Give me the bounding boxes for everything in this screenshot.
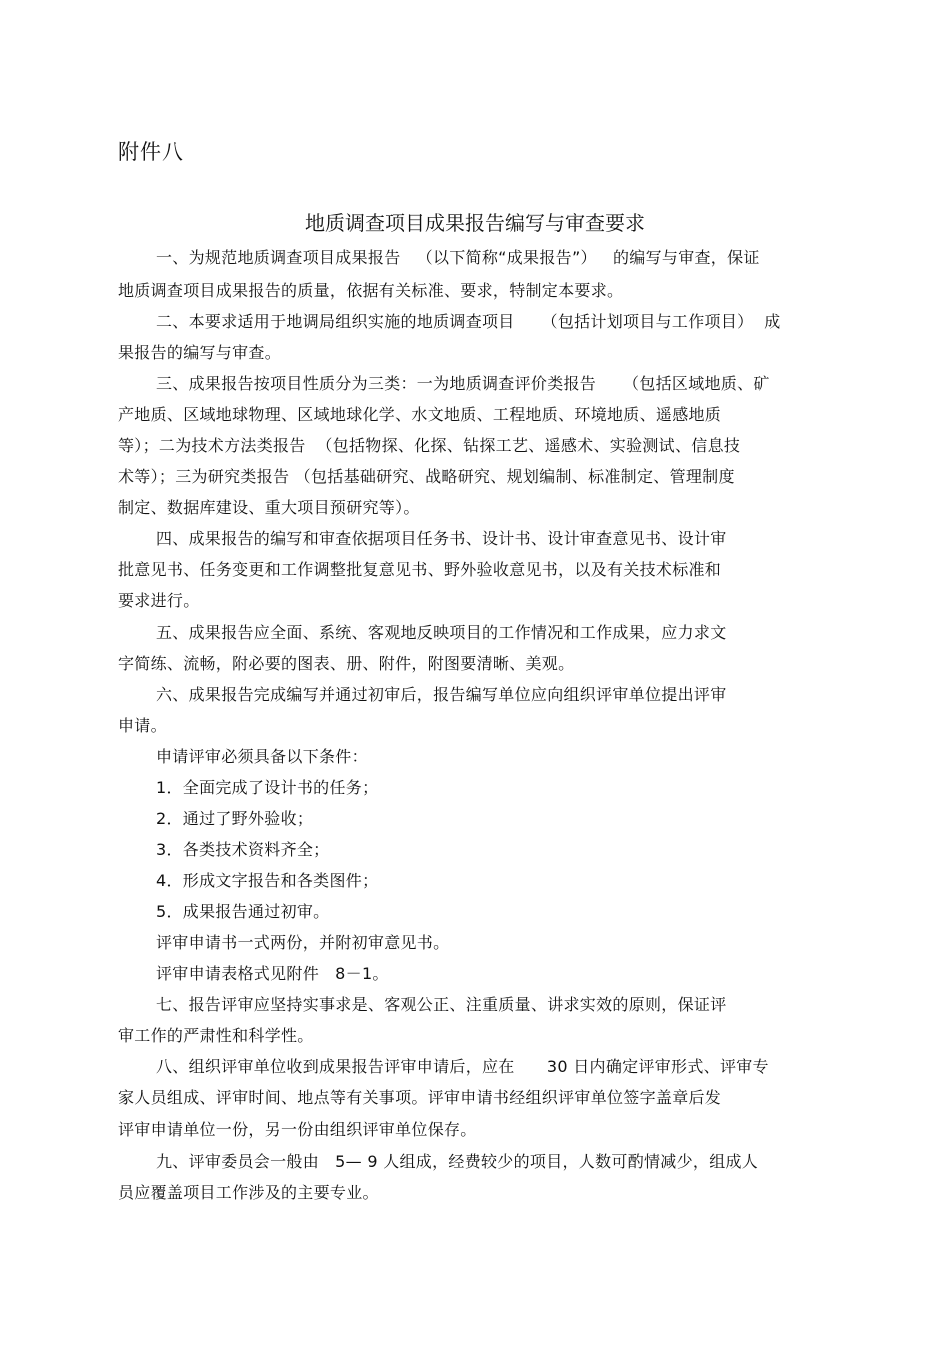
list-item: 4．形成文字报告和各类图件；	[156, 871, 379, 890]
paragraph-line: 员应覆盖项目工作涉及的主要专业。	[118, 1183, 379, 1202]
paragraph-line: 五、成果报告应全面、系统、客观地反映项目的工作情况和工作成果，应力求文	[156, 623, 727, 642]
paragraph-line: 制定、数据库建设、重大项目预研究等）。	[118, 498, 420, 517]
list-item: 3．各类技术资料齐全；	[156, 840, 330, 859]
paragraph-line: 地质调查项目成果报告的质量，依据有关标准、要求，特制定本要求。	[118, 281, 624, 300]
paragraph-line: 三、成果报告按项目性质分为三类：一为地质调查评价类报告 （包括区域地质、矿	[156, 374, 770, 393]
document-title: 地质调查项目成果报告编写与审查要求	[305, 211, 645, 235]
paragraph-line: 八、组织评审单位收到成果报告评审申请后，应在 30 日内确定评审形式、评审专	[156, 1057, 769, 1076]
list-item: 5．成果报告通过初审。	[156, 902, 330, 921]
paragraph-line: 九、评审委员会一般由 5— 9 人组成，经费较少的项目，人数可酌情减少，组成人	[156, 1152, 759, 1171]
paragraph-line: 七、报告评审应坚持实事求是、客观公正、注重质量、讲求实效的原则，保证评	[156, 995, 727, 1014]
paragraph-line: 家人员组成、评审时间、地点等有关事项。评审申请书经组织评审单位签字盖章后发	[118, 1088, 722, 1107]
paragraph-line: 字简练、流畅，附必要的图表、册、附件，附图要清晰、美观。	[118, 654, 575, 673]
annex-label: 附件八	[118, 140, 184, 164]
paragraph-line: 二、本要求适用于地调局组织实施的地质调查项目 （包括计划项目与工作项目） 成	[156, 312, 781, 331]
paragraph-line: 申请。	[118, 716, 167, 735]
paragraph-line: 六、成果报告完成编写并通过初审后，报告编写单位应向组织评审单位提出评审	[156, 685, 727, 704]
paragraph-line: 术等）；三为研究类报告 （包括基础研究、战略研究、规划编制、标准制定、管理制度	[118, 467, 735, 486]
paragraph-line: 要求进行。	[118, 591, 200, 610]
paragraph-line: 评审申请表格式见附件 8－1。	[156, 964, 389, 983]
paragraph-line: 四、成果报告的编写和审查依据项目任务书、设计书、设计审查意见书、设计审	[156, 529, 727, 548]
paragraph-line: 评审申请单位一份，另一份由组织评审单位保存。	[118, 1120, 477, 1139]
paragraph-line: 一、为规范地质调查项目成果报告 （以下简称“成果报告”） 的编写与审查，保证	[156, 248, 760, 267]
list-item: 1．全面完成了设计书的任务；	[156, 778, 379, 797]
list-item: 2．通过了野外验收；	[156, 809, 314, 828]
paragraph-line: 产地质、区域地球物理、区域地球化学、水文地质、工程地质、环境地质、遥感地质	[118, 405, 722, 424]
paragraph-line: 等）；二为技术方法类报告 （包括物探、化探、钻探工艺、遥感术、实验测试、信息技	[118, 436, 741, 455]
paragraph-line: 审工作的严肃性和科学性。	[118, 1026, 314, 1045]
paragraph-line: 果报告的编写与审查。	[118, 343, 282, 362]
paragraph-line: 批意见书、任务变更和工作调整批复意见书、野外验收意见书，以及有关技术标准和	[118, 560, 722, 579]
paragraph-line: 评审申请书一式两份，并附初审意见书。	[156, 933, 450, 952]
paragraph-line: 申请评审必须具备以下条件：	[156, 747, 368, 766]
